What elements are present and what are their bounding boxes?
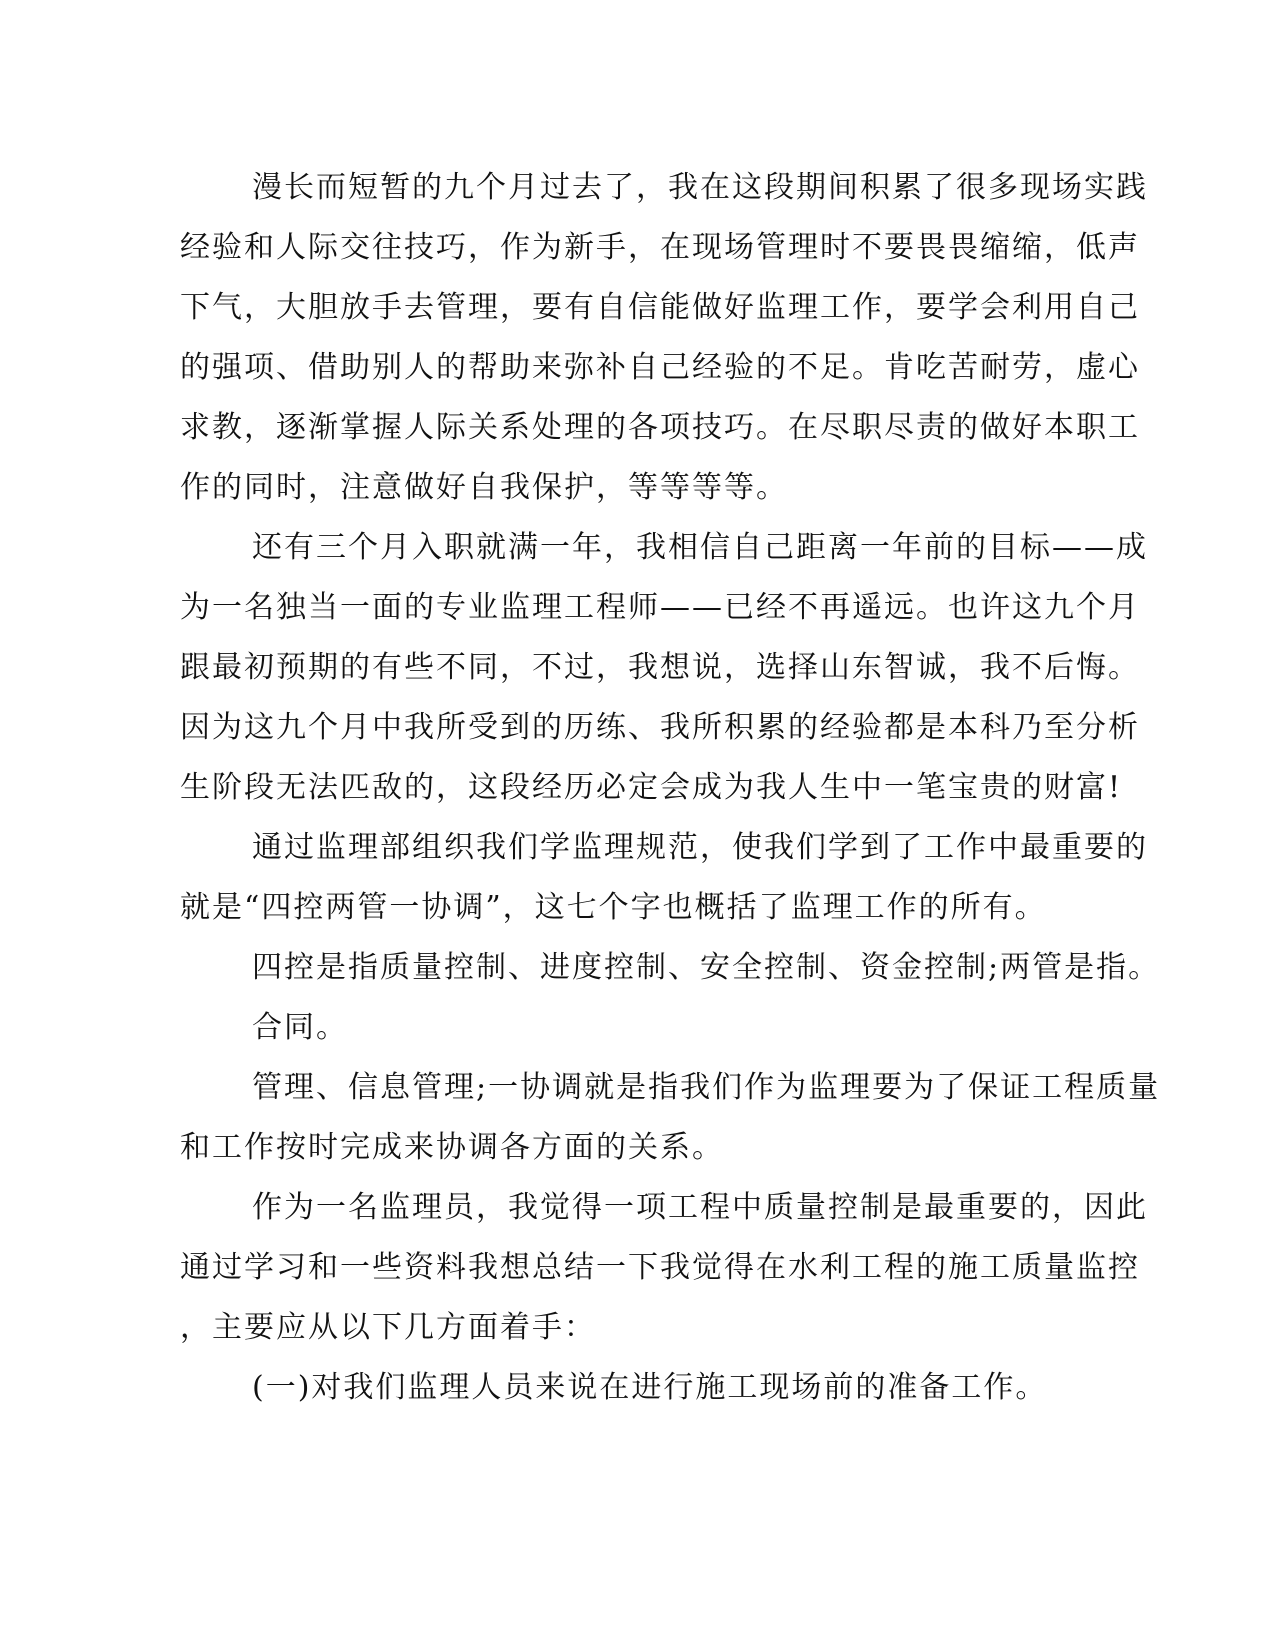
text-line: 漫长而短暂的九个月过去了，我在这段期间积累了很多现场实践 <box>252 170 1148 205</box>
paragraph-2 <box>180 518 1148 818</box>
paragraph-3 <box>180 818 1148 938</box>
paragraph-8 <box>180 1358 1048 1418</box>
text-line: 因为这九个月中我所受到的历练、我所积累的经验都是本科乃至分析 <box>180 710 1140 745</box>
text-line: 作的同时，注意做好自我保护，等等等等。 <box>180 470 788 505</box>
text-line: 的强项、借助别人的帮助来弥补自己经验的不足。肯吃苦耐劳，虚心 <box>180 350 1140 385</box>
text-line: 通过监理部组织我们学监理规范，使我们学到了工作中最重要的 <box>252 830 1148 865</box>
paragraph-7 <box>180 1178 1148 1358</box>
document-body <box>180 158 1161 1418</box>
text-line: 管理、信息管理;一协调就是指我们作为监理要为了保证工程质量 <box>252 1070 1161 1105</box>
text-line: 合同。 <box>252 1010 348 1045</box>
text-line: 还有三个月入职就满一年，我相信自己距离一年前的目标——成 <box>252 530 1148 565</box>
paragraph-6 <box>180 1058 1161 1178</box>
paragraph-1 <box>180 158 1148 518</box>
text-line: 求教，逐渐掌握人际关系处理的各项技巧。在尽职尽责的做好本职工 <box>180 410 1140 445</box>
text-line: ，主要应从以下几方面着手： <box>180 1310 596 1345</box>
text-line: 四控是指质量控制、进度控制、安全控制、资金控制;两管是指。 <box>252 950 1161 985</box>
text-line: 就是“四控两管一协调”，这七个字也概括了监理工作的所有。 <box>180 890 1047 925</box>
text-line: 作为一名监理员，我觉得一项工程中质量控制是最重要的，因此 <box>252 1190 1148 1225</box>
text-line: 生阶段无法匹敌的，这段经历必定会成为我人生中一笔宝贵的财富! <box>180 770 1123 805</box>
paragraph-5 <box>180 998 1040 1058</box>
text-line: 跟最初预期的有些不同，不过，我想说，选择山东智诚，我不后悔。 <box>180 650 1140 685</box>
paragraph-4 <box>180 938 1161 998</box>
text-line: 为一名独当一面的专业监理工程师——已经不再遥远。也许这九个月 <box>180 590 1140 625</box>
text-line: 通过学习和一些资料我想总结一下我觉得在水利工程的施工质量监控 <box>180 1250 1140 1285</box>
text-line: 和工作按时完成来协调各方面的关系。 <box>180 1130 724 1165</box>
text-line: 经验和人际交往技巧，作为新手，在现场管理时不要畏畏缩缩，低声 <box>180 230 1140 265</box>
text-line: 下气，大胆放手去管理，要有自信能做好监理工作，要学会利用自己 <box>180 290 1140 325</box>
text-line: (一)对我们监理人员来说在进行施工现场前的准备工作。 <box>252 1370 1048 1405</box>
